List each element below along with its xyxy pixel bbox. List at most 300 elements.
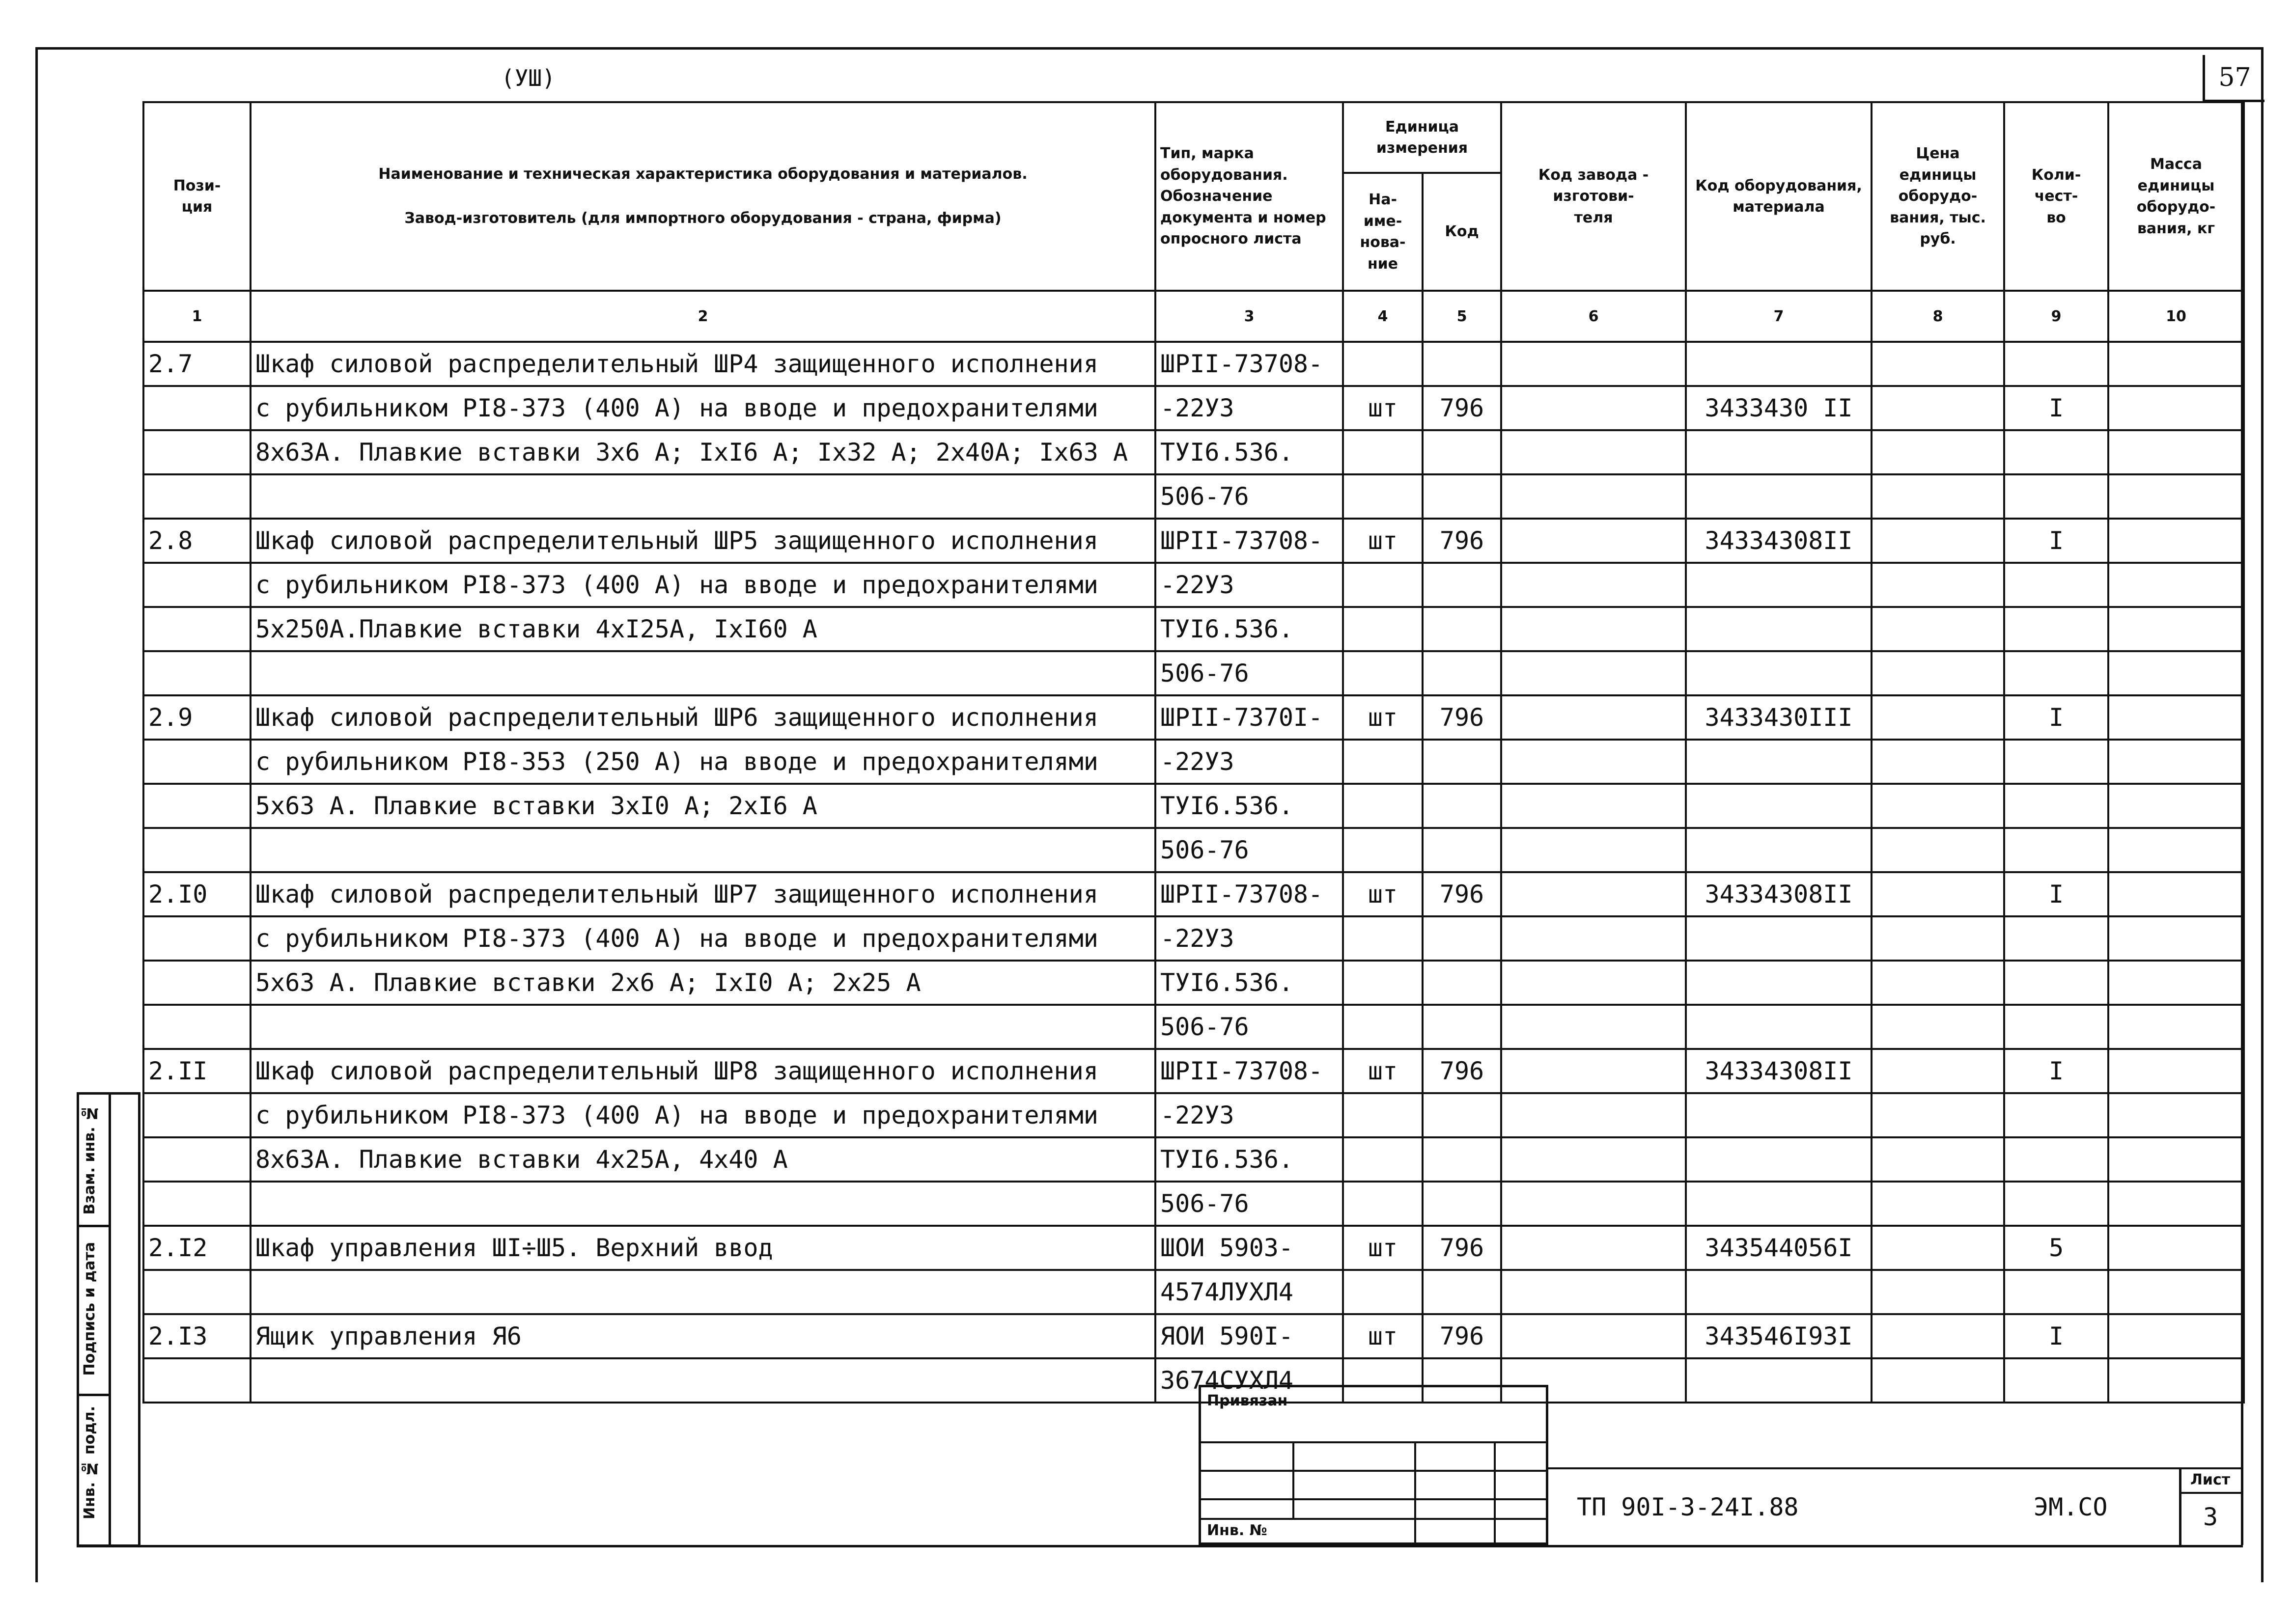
quantity-cell: [2004, 474, 2108, 519]
document-suffix: ЭМ.СО: [2034, 1493, 2108, 1521]
factory-code-cell: [1501, 916, 1686, 961]
side-label-signature: Подпись и дата: [81, 1242, 98, 1376]
column-number: 1: [143, 291, 251, 342]
type-cell: ТУI6.536.: [1155, 607, 1343, 651]
unit-code-cell: [1423, 1005, 1501, 1049]
mass-cell: [2108, 784, 2244, 828]
strip-cell: [79, 1095, 109, 1227]
unit-code-cell: 796: [1423, 872, 1501, 916]
mass-cell: [2108, 740, 2244, 784]
price-cell: [1872, 474, 2004, 519]
name-cell: [251, 474, 1155, 519]
section-label: (УШ): [501, 65, 556, 91]
equipment-code-cell: [1686, 961, 1872, 1005]
equipment-code-cell: 34334308II: [1686, 1049, 1872, 1093]
header-unit-code: Код: [1423, 173, 1501, 291]
position-cell: [143, 430, 251, 474]
position-cell: 2.9: [143, 695, 251, 740]
strip-cell: [79, 1227, 109, 1396]
unit-code-cell: [1423, 607, 1501, 651]
unit-code-cell: [1423, 784, 1501, 828]
name-cell: 5х250А.Плавкие вставки 4хI25А, IхI60 А: [251, 607, 1155, 651]
price-cell: [1872, 828, 2004, 872]
position-cell: [143, 651, 251, 695]
quantity-cell: I: [2004, 695, 2108, 740]
position-cell: [143, 563, 251, 607]
column-number: 6: [1501, 291, 1686, 342]
type-cell: ШОИ 5903-: [1155, 1226, 1343, 1270]
unit-code-cell: [1423, 342, 1501, 386]
position-cell: [143, 828, 251, 872]
mass-cell: [2108, 916, 2244, 961]
unit-name-cell: [1343, 430, 1423, 474]
factory-code-cell: [1501, 784, 1686, 828]
mass-cell: [2108, 1093, 2244, 1137]
factory-code-cell: [1501, 386, 1686, 430]
type-cell: 506-76: [1155, 1182, 1343, 1226]
mass-cell: [2108, 1270, 2244, 1314]
quantity-cell: I: [2004, 1314, 2108, 1358]
equipment-code-cell: [1686, 1270, 1872, 1314]
unit-name-cell: [1343, 342, 1423, 386]
equipment-code-cell: [1686, 1358, 1872, 1403]
price-cell: [1872, 519, 2004, 563]
mass-cell: [2108, 386, 2244, 430]
price-cell: [1872, 1270, 2004, 1314]
price-cell: [1872, 342, 2004, 386]
price-cell: [1872, 651, 2004, 695]
table-right-edge: [2241, 101, 2243, 1545]
table-row: [143, 695, 2244, 740]
table-row: [143, 1049, 2244, 1093]
table-row: [143, 961, 2244, 1005]
quantity-cell: [2004, 1137, 2108, 1182]
unit-code-cell: 796: [1423, 1226, 1501, 1270]
mass-cell: [2108, 563, 2244, 607]
unit-name-cell: [1343, 1270, 1423, 1314]
unit-code-cell: [1423, 1270, 1501, 1314]
header-row: [143, 102, 2244, 173]
name-cell: с рубильником РI8-373 (400 А) на вводе и предохранителями: [251, 1093, 1155, 1137]
quantity-cell: [2004, 607, 2108, 651]
quantity-cell: [2004, 961, 2108, 1005]
stamp-line: [1292, 1441, 1294, 1518]
type-cell: 506-76: [1155, 1005, 1343, 1049]
name-cell: 5х63 А. Плавкие вставки 3хI0 А; 2хI6 А: [251, 784, 1155, 828]
factory-code-cell: [1501, 563, 1686, 607]
column-number: 3: [1155, 291, 1343, 342]
position-cell: 2.7: [143, 342, 251, 386]
name-cell: 8х63А. Плавкие вставки 3х6 А; IхI6 А; Iх32 А; 2х40А; Iх63 А: [251, 430, 1155, 474]
quantity-cell: [2004, 563, 2108, 607]
unit-code-cell: [1423, 828, 1501, 872]
header-factory-code: Код завода - изготови- теля: [1501, 102, 1686, 291]
price-cell: [1872, 563, 2004, 607]
column-number: 4: [1343, 291, 1423, 342]
equipment-code-cell: [1686, 1093, 1872, 1137]
equipment-code-cell: [1686, 342, 1872, 386]
type-cell: -22УЗ: [1155, 916, 1343, 961]
unit-name-cell: шт: [1343, 1049, 1423, 1093]
factory-code-cell: [1501, 1093, 1686, 1137]
unit-code-cell: [1423, 430, 1501, 474]
position-cell: [143, 784, 251, 828]
stamp-line: [1414, 1441, 1416, 1542]
type-cell: -22УЗ: [1155, 563, 1343, 607]
header-name: Наименование и техническая характеристика оборудования и материалов. Завод-изготовитель (для импортного оборудования - страна, фирма): [251, 102, 1155, 291]
unit-name-cell: [1343, 1182, 1423, 1226]
name-cell: Шкаф управления ШI÷Ш5. Верхний ввод: [251, 1226, 1155, 1270]
quantity-cell: [2004, 1093, 2108, 1137]
mass-cell: [2108, 961, 2244, 1005]
unit-name-cell: [1343, 474, 1423, 519]
factory-code-cell: [1501, 740, 1686, 784]
unit-name-cell: [1343, 784, 1423, 828]
factory-code-cell: [1501, 1049, 1686, 1093]
mass-cell: [2108, 695, 2244, 740]
equipment-code-cell: [1686, 474, 1872, 519]
name-cell: 8х63А. Плавкие вставки 4х25А, 4х40 А: [251, 1137, 1155, 1182]
position-cell: [143, 961, 251, 1005]
type-cell: 506-76: [1155, 651, 1343, 695]
position-cell: [143, 1182, 251, 1226]
quantity-cell: [2004, 651, 2108, 695]
strip-cell: [79, 1396, 109, 1549]
header-quantity: Коли- чест- во: [2004, 102, 2108, 291]
mass-cell: [2108, 1049, 2244, 1093]
mass-cell: [2108, 828, 2244, 872]
mass-cell: [2108, 1314, 2244, 1358]
header-unit-group: Единица измерения: [1343, 102, 1501, 173]
sheet-list-box: [2179, 1467, 2243, 1545]
quantity-cell: I: [2004, 872, 2108, 916]
name-cell: с рубильником РI8-373 (400 А) на вводе и предохранителями: [251, 386, 1155, 430]
mass-cell: [2108, 474, 2244, 519]
unit-code-cell: 796: [1423, 695, 1501, 740]
table-row: [143, 1093, 2244, 1137]
type-cell: ШРII-7370I-: [1155, 695, 1343, 740]
name-cell: [251, 828, 1155, 872]
equipment-code-cell: [1686, 784, 1872, 828]
equipment-code-cell: [1686, 563, 1872, 607]
mass-cell: [2108, 519, 2244, 563]
name-cell: [251, 1270, 1155, 1314]
equipment-code-cell: 3433430III: [1686, 695, 1872, 740]
price-cell: [1872, 1093, 2004, 1137]
factory-code-cell: [1501, 1137, 1686, 1182]
unit-code-cell: [1423, 474, 1501, 519]
quantity-cell: [2004, 1270, 2108, 1314]
unit-name-cell: [1343, 961, 1423, 1005]
quantity-cell: I: [2004, 519, 2108, 563]
price-cell: [1872, 695, 2004, 740]
column-number: 2: [251, 291, 1155, 342]
header-price: Цена единицы оборудо- вания, тыс. руб.: [1872, 102, 2004, 291]
unit-name-cell: [1343, 828, 1423, 872]
mass-cell: [2108, 1005, 2244, 1049]
position-cell: [143, 1093, 251, 1137]
unit-code-cell: [1423, 740, 1501, 784]
table-row: [143, 519, 2244, 563]
equipment-code-cell: 34334308II: [1686, 872, 1872, 916]
stamp-label-bound: Привязан: [1207, 1392, 1288, 1409]
unit-name-cell: [1343, 1137, 1423, 1182]
price-cell: [1872, 386, 2004, 430]
unit-code-cell: 796: [1423, 1314, 1501, 1358]
price-cell: [1872, 1182, 2004, 1226]
stamp-label-inventory: Инв. №: [1207, 1522, 1267, 1539]
price-cell: [1872, 1005, 2004, 1049]
column-number: 7: [1686, 291, 1872, 342]
factory-code-cell: [1501, 828, 1686, 872]
table-row: [143, 1226, 2244, 1270]
quantity-cell: [2004, 430, 2108, 474]
column-number: 10: [2108, 291, 2244, 342]
mass-cell: [2108, 872, 2244, 916]
unit-code-cell: [1423, 1182, 1501, 1226]
equipment-code-cell: [1686, 651, 1872, 695]
price-cell: [1872, 1137, 2004, 1182]
name-cell: [251, 1182, 1155, 1226]
equipment-code-cell: [1686, 1005, 1872, 1049]
strip-divider: [109, 1095, 111, 1544]
unit-name-cell: [1343, 916, 1423, 961]
table-row: [143, 651, 2244, 695]
mass-cell: [2108, 1226, 2244, 1270]
position-cell: 2.8: [143, 519, 251, 563]
quantity-cell: 5: [2004, 1226, 2108, 1270]
list-label: Лист: [2190, 1471, 2231, 1488]
unit-code-cell: [1423, 961, 1501, 1005]
table-row: [143, 916, 2244, 961]
unit-name-cell: [1343, 740, 1423, 784]
unit-name-cell: [1343, 563, 1423, 607]
unit-code-cell: [1423, 651, 1501, 695]
position-cell: [143, 607, 251, 651]
unit-name-cell: [1343, 651, 1423, 695]
mass-cell: [2108, 430, 2244, 474]
table-row: [143, 1358, 2244, 1403]
quantity-cell: [2004, 1358, 2108, 1403]
quantity-cell: [2004, 828, 2108, 872]
name-cell: Шкаф силовой распределительный ШР5 защищенного исполнения: [251, 519, 1155, 563]
type-cell: -22УЗ: [1155, 740, 1343, 784]
table-row: [143, 474, 2244, 519]
position-cell: [143, 386, 251, 430]
type-cell: ШРII-73708-: [1155, 519, 1343, 563]
equipment-code-cell: 343544056I: [1686, 1226, 1872, 1270]
equipment-code-cell: 343546I93I: [1686, 1314, 1872, 1358]
side-label-inventory: Инв. № подл.: [81, 1406, 98, 1520]
unit-code-cell: 796: [1423, 519, 1501, 563]
type-cell: ТУI6.536.: [1155, 784, 1343, 828]
stamp-line: [1494, 1441, 1496, 1542]
price-cell: [1872, 1314, 2004, 1358]
unit-name-cell: шт: [1343, 1226, 1423, 1270]
side-label-replacement: Взам. инв. №: [81, 1104, 98, 1215]
frame-bottom-line: [77, 1545, 2243, 1547]
unit-code-cell: [1423, 916, 1501, 961]
factory-code-cell: [1501, 1005, 1686, 1049]
position-cell: [143, 1137, 251, 1182]
name-cell: Шкаф силовой распределительный ШР6 защищенного исполнения: [251, 695, 1155, 740]
header-type: Тип, марка оборудования. Обозначение документа и номер опросного листа: [1155, 102, 1343, 291]
mass-cell: [2108, 1137, 2244, 1182]
table-row: [143, 386, 2244, 430]
name-cell: [251, 1358, 1155, 1403]
type-cell: ТУI6.536.: [1155, 961, 1343, 1005]
quantity-cell: [2004, 1182, 2108, 1226]
equipment-code-cell: 34334308II: [1686, 519, 1872, 563]
unit-name-cell: шт: [1343, 1314, 1423, 1358]
mass-cell: [2108, 1182, 2244, 1226]
position-cell: [143, 1270, 251, 1314]
price-cell: [1872, 430, 2004, 474]
type-cell: ТУI6.536.: [1155, 1137, 1343, 1182]
name-cell: с рубильником РI8-353 (250 А) на вводе и предохранителями: [251, 740, 1155, 784]
price-cell: [1872, 784, 2004, 828]
quantity-cell: [2004, 342, 2108, 386]
unit-name-cell: шт: [1343, 386, 1423, 430]
type-cell: 506-76: [1155, 828, 1343, 872]
factory-code-cell: [1501, 961, 1686, 1005]
table-row: [143, 342, 2244, 386]
unit-name-cell: [1343, 1005, 1423, 1049]
quantity-cell: [2004, 740, 2108, 784]
header-unit-name: На- име- нова- ние: [1343, 173, 1423, 291]
unit-name-cell: шт: [1343, 695, 1423, 740]
type-cell: ТУI6.536.: [1155, 430, 1343, 474]
mass-cell: [2108, 651, 2244, 695]
factory-code-cell: [1501, 1270, 1686, 1314]
position-cell: 2.I3: [143, 1314, 251, 1358]
position-cell: [143, 916, 251, 961]
unit-code-cell: 796: [1423, 386, 1501, 430]
type-cell: ШРII-73708-: [1155, 1049, 1343, 1093]
table-row: [143, 1137, 2244, 1182]
table-row: [143, 740, 2244, 784]
factory-code-cell: [1501, 430, 1686, 474]
equipment-code-cell: [1686, 430, 1872, 474]
unit-code-cell: [1423, 563, 1501, 607]
position-cell: 2.I2: [143, 1226, 251, 1270]
column-number: 5: [1423, 291, 1501, 342]
factory-code-cell: [1501, 474, 1686, 519]
unit-name-cell: [1343, 1093, 1423, 1137]
list-value: 3: [2203, 1503, 2218, 1531]
document-number: ТП 90I-3-24I.88: [1577, 1493, 1799, 1521]
type-cell: -22УЗ: [1155, 386, 1343, 430]
equipment-code-cell: [1686, 916, 1872, 961]
price-cell: [1872, 916, 2004, 961]
equipment-code-cell: [1686, 1137, 1872, 1182]
equipment-code-cell: [1686, 607, 1872, 651]
name-cell: с рубильником РI8-373 (400 А) на вводе и предохранителями: [251, 916, 1155, 961]
factory-code-cell: [1501, 342, 1686, 386]
mass-cell: [2108, 607, 2244, 651]
table-row: [143, 563, 2244, 607]
position-cell: [143, 1358, 251, 1403]
unit-name-cell: шт: [1343, 872, 1423, 916]
factory-code-cell: [1501, 695, 1686, 740]
type-cell: ЯОИ 590I-: [1155, 1314, 1343, 1358]
equipment-code-cell: [1686, 1182, 1872, 1226]
equipment-code-cell: [1686, 740, 1872, 784]
factory-code-cell: [1501, 1182, 1686, 1226]
name-cell: Шкаф силовой распределительный ШР8 защищенного исполнения: [251, 1049, 1155, 1093]
price-cell: [1872, 1049, 2004, 1093]
position-cell: [143, 1005, 251, 1049]
type-cell: 506-76: [1155, 474, 1343, 519]
unit-code-cell: 796: [1423, 1049, 1501, 1093]
position-cell: 2.II: [143, 1049, 251, 1093]
table-row: [143, 430, 2244, 474]
type-cell: 3674СУХЛ4: [1155, 1358, 1343, 1403]
table-row: [143, 1314, 2244, 1358]
price-cell: [1872, 1226, 2004, 1270]
column-number-row: [143, 291, 2244, 342]
title-block-line: [1547, 1467, 2243, 1469]
table-row: [143, 1270, 2244, 1314]
position-cell: [143, 474, 251, 519]
unit-name-cell: шт: [1343, 519, 1423, 563]
type-cell: 4574ЛУХЛ4: [1155, 1270, 1343, 1314]
factory-code-cell: [1501, 607, 1686, 651]
header-equipment-code: Код оборудования, материала: [1686, 102, 1872, 291]
equipment-code-cell: [1686, 828, 1872, 872]
type-cell: ШРII-73708-: [1155, 872, 1343, 916]
side-approval-strip: [77, 1092, 140, 1547]
name-cell: [251, 1005, 1155, 1049]
name-cell: Шкаф силовой распределительный ШР7 защищенного исполнения: [251, 872, 1155, 916]
price-cell: [1872, 872, 2004, 916]
factory-code-cell: [1501, 519, 1686, 563]
unit-code-cell: [1423, 1093, 1501, 1137]
price-cell: [1872, 961, 2004, 1005]
list-separator: [2181, 1492, 2243, 1494]
specification-table: [142, 101, 2245, 1404]
quantity-cell: [2004, 1005, 2108, 1049]
table-row: [143, 828, 2244, 872]
equipment-code-cell: 3433430 II: [1686, 386, 1872, 430]
factory-code-cell: [1501, 1226, 1686, 1270]
quantity-cell: [2004, 916, 2108, 961]
unit-name-cell: [1343, 607, 1423, 651]
name-cell: [251, 651, 1155, 695]
table-row: [143, 784, 2244, 828]
type-cell: -22УЗ: [1155, 1093, 1343, 1137]
quantity-cell: I: [2004, 1049, 2108, 1093]
table-row: [143, 1182, 2244, 1226]
price-cell: [1872, 1358, 2004, 1403]
column-number: 9: [2004, 291, 2108, 342]
table-row: [143, 872, 2244, 916]
binding-stamp: [1199, 1385, 1548, 1545]
header-position: Пози- ция: [143, 102, 251, 291]
position-cell: [143, 740, 251, 784]
name-cell: 5х63 А. Плавкие вставки 2х6 А; IхI0 А; 2х25 А: [251, 961, 1155, 1005]
factory-code-cell: [1501, 872, 1686, 916]
header-mass: Масса единицы оборудо- вания, кг: [2108, 102, 2244, 291]
position-cell: 2.I0: [143, 872, 251, 916]
type-cell: ШРII-73708-: [1155, 342, 1343, 386]
factory-code-cell: [1501, 651, 1686, 695]
quantity-cell: I: [2004, 386, 2108, 430]
column-number: 8: [1872, 291, 2004, 342]
name-cell: с рубильником РI8-373 (400 А) на вводе и предохранителями: [251, 563, 1155, 607]
table-row: [143, 1005, 2244, 1049]
quantity-cell: [2004, 784, 2108, 828]
